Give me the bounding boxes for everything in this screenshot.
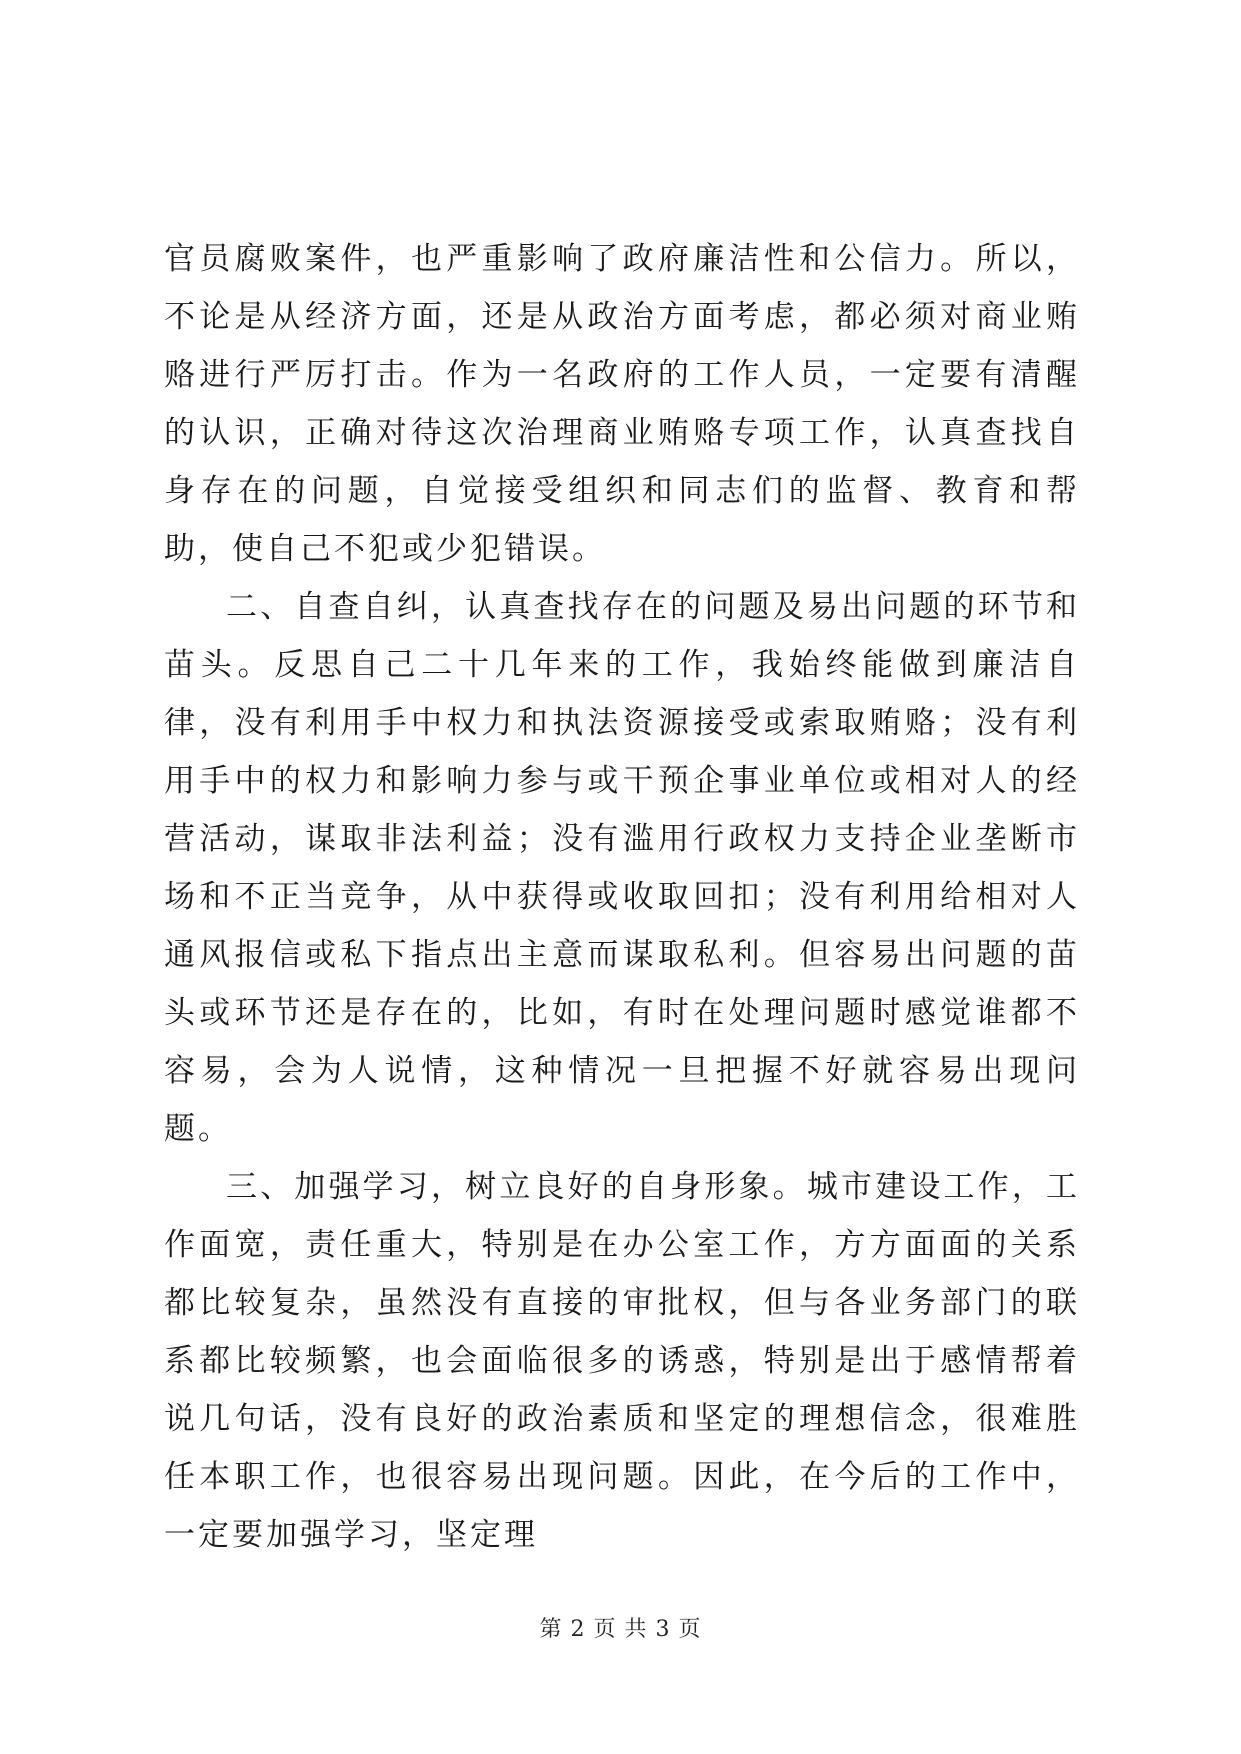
document-body bbox=[164, 230, 1080, 1564]
page-footer: 第 2 页 共 3 页 bbox=[539, 1617, 702, 1642]
paragraph-2: 二、自查自纠，认真查找存在的问题及易出问题的环节和苗头。反思自己二十几年来的工作，我始终能做到廉洁自律，没有利用手中权力和执法资源接受或索取贿赂；没有利用手中的权力和影响力参与或干预企事业单位或相对人的经营活动，谋取非法利益；没有滥用行政权力支持企业垄断市场和不正当竞争，从中获得或收取回扣；没有利用给相对人通风报信或私下指点出主意而谋取私利。但容易出问题的苗头或环节还是存在的，比如，有时在处理问题时感觉谁都不容易，会为人说情，这种情况一旦把握不好就容易出现问题。 bbox=[164, 589, 1080, 1147]
paragraph-3: 三、加强学习，树立良好的自身形象。城市建设工作，工作面宽，责任重大，特别是在办公室工作，方方面面的关系都比较复杂，虽然没有直接的审批权，但与各业务部门的联系都比较频繁，也会面临很多的诱惑，特别是出于感情帮着说几句话，没有良好的政治素质和坚定的理想信念，很难胜任本职工作，也很容易出现问题。因此，在今后的工作中，一定要加强学习，坚定理 bbox=[164, 1169, 1080, 1553]
paragraph-1: 官员腐败案件，也严重影响了政府廉洁性和公信力。所以，不论是从经济方面，还是从政治方面考虑，都必须对商业贿赂进行严厉打击。作为一名政府的工作人员，一定要有清醒的认识，正确对待这次治理商业贿赂专项工作，认真查找自身存在的问题，自觉接受组织和同志们的监督、教育和帮助，使自己不犯或少犯错误。 bbox=[164, 241, 1080, 567]
